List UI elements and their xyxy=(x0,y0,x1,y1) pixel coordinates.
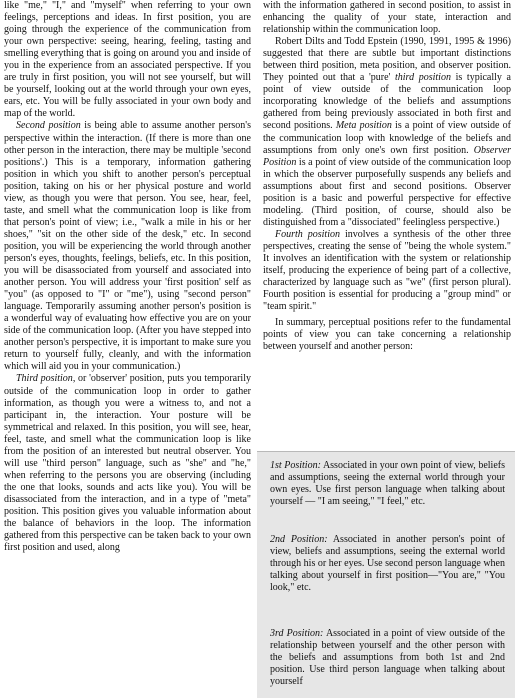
dilts-text-b: is typically a point of view outside of the communication loop incorporating knowledge of the beliefs and assumptions gathered from being previously associated in both first and second positions. xyxy=(263,72,511,132)
third-position-paragraph xyxy=(4,373,251,554)
meta-position-term: Meta position xyxy=(335,120,392,132)
first-position-description: Associated in your own point of view, beliefs and assumptions, seeing the external world through your own eyes. Use first person language when talking about yourself — "I am seeing," "I feel," etc. xyxy=(270,460,505,508)
second-position-description: Associated in another person's point of view, beliefs and assumptions, seeing the external world through his or her eyes. Use second person language when talking about yourself in first position—"You are," "You look," etc. xyxy=(270,534,505,594)
third-position-term: Third position xyxy=(16,373,73,385)
third-position-text: , or 'observer' position, puts you temporarily outside of the communication loop in order to gather information, as though you were a witness to, and not a participant in, the interaction. Your posture will be symmetrical and relaxed. In this position, you will see, hear, feel, taste, and smell what the communication loop is like from the position of an interested but neutral observer. You will use "third person" language, such as "she" and "he," when referring to the persons you are observing (including the one that looks, sounds and acts like you). You will be disassociated from the interaction, and in a type of "meta" position. This position gives you valuable information about the balance of behaviors in the loop. The information gathered from this perspective can be taken back to your own first position and used, along xyxy=(4,373,251,554)
observer-position-term: Observer Position xyxy=(263,144,511,168)
second-position-label: 2nd Position: xyxy=(270,534,328,545)
second-position-text: is being able to assume another person's perspective within the interaction. (If there is more than one other person in the interaction, there may be multiple 'second positions'.) This is a temporary, information gathering position in which you shift to another person's perceptual position, taking on his or her physical posture and world view, as though you were that person. You see, hear, feel, taste, and smell what the communication loop is like from that person's point of view; i.e., "walk a mile in his or her shoes," "sit on the other side of the desk," etc. In second position, you will be experiencing the world through another person's eyes, thoughts, feelings, beliefs, etc. In this position, you will be disassociated from yourself and associated into another person. You will address your 'first position' self as "you" (as opposed to "I" or "me"), using "second person" language. Temporarily assuming another person's position is a wonderful way of evaluating how effective you are on your side of the communication loop. (After you have stepped into another person's perspective, it is important to make sure you return to yourself fully, cleanly, and with the information which will aid you in your communication.) xyxy=(4,120,251,373)
fourth-position-text: involves a synthesis of the other three perspectives, creating the sense of "being the whole system." It involves an identification with the system or relationship itself, producing the experience of being part of a collective, characterized by language such as "we" (first person plural). Fourth position is essential for producing a "group mind" or "team spirit." xyxy=(263,228,511,313)
fourth-position-paragraph xyxy=(263,229,511,313)
dilts-text-a: Robert Dilts and Todd Epstein (1990, 1991, 1995 & 1996) suggested that there are subtle but important distinctions between third position, meta position, and observer position. They pointed out that a 'pure' xyxy=(263,36,511,84)
third-position-entry xyxy=(270,628,505,688)
left-column xyxy=(4,0,251,554)
dilts-text-c: is a point of view outside of the communication loop with knowledge of the beliefs and assumptions from only one's own first position. xyxy=(263,120,511,156)
summary-paragraph: In summary, perceptual positions refer to the fundamental points of view you can take concerning a relationship between yourself and another person: xyxy=(263,317,511,353)
third-position-description: Associated in a point of view outside of the relationship between yourself and the other person with the beliefs and assumptions from both 1st and 2nd position. Use third person language when talking about yourself xyxy=(270,628,505,688)
third-position-term-inline: third position xyxy=(395,72,451,84)
third-position-label: 3rd Position: xyxy=(270,628,324,639)
first-position-paragraph: like "me," "I," and "myself" when referring to your own feelings, perceptions and ideas. In first position, you are going through the experience of the communication from your own perspective: seeing, hearing, feeling, tasting and smelling everything that is going on around you and inside of you in the experience from an associated perspective. If you are truly in first position, you will not see yourself, but will be yourself, looking out at the world through your own eyes, ears, etc. You will be fully associated in your own body and map of the world. xyxy=(4,0,251,120)
second-position-term: Second position xyxy=(16,120,81,132)
first-position-entry xyxy=(270,460,505,508)
dilts-epstein-paragraph xyxy=(263,36,511,229)
fourth-position-term: Fourth position xyxy=(275,228,340,240)
second-position-entry xyxy=(270,534,505,594)
second-position-paragraph xyxy=(4,120,251,373)
first-position-label: 1st Position: xyxy=(270,460,321,471)
dilts-text-d: is a point of view outside of the communication loop in which the observer purposefully suspends any beliefs and assumptions about first and second positions. Observer position is a basic and powerful perspective for effective modeling. (Third position, of course, should also be distinguished from a "dissociated" feelingless perspective.) xyxy=(263,156,511,228)
summary-sidebox xyxy=(257,451,515,698)
right-column xyxy=(263,0,511,353)
continuation-paragraph: with the information gathered in second position, to assist in enhancing the quality of your state, interaction and relationship within the communication loop. xyxy=(263,0,511,36)
